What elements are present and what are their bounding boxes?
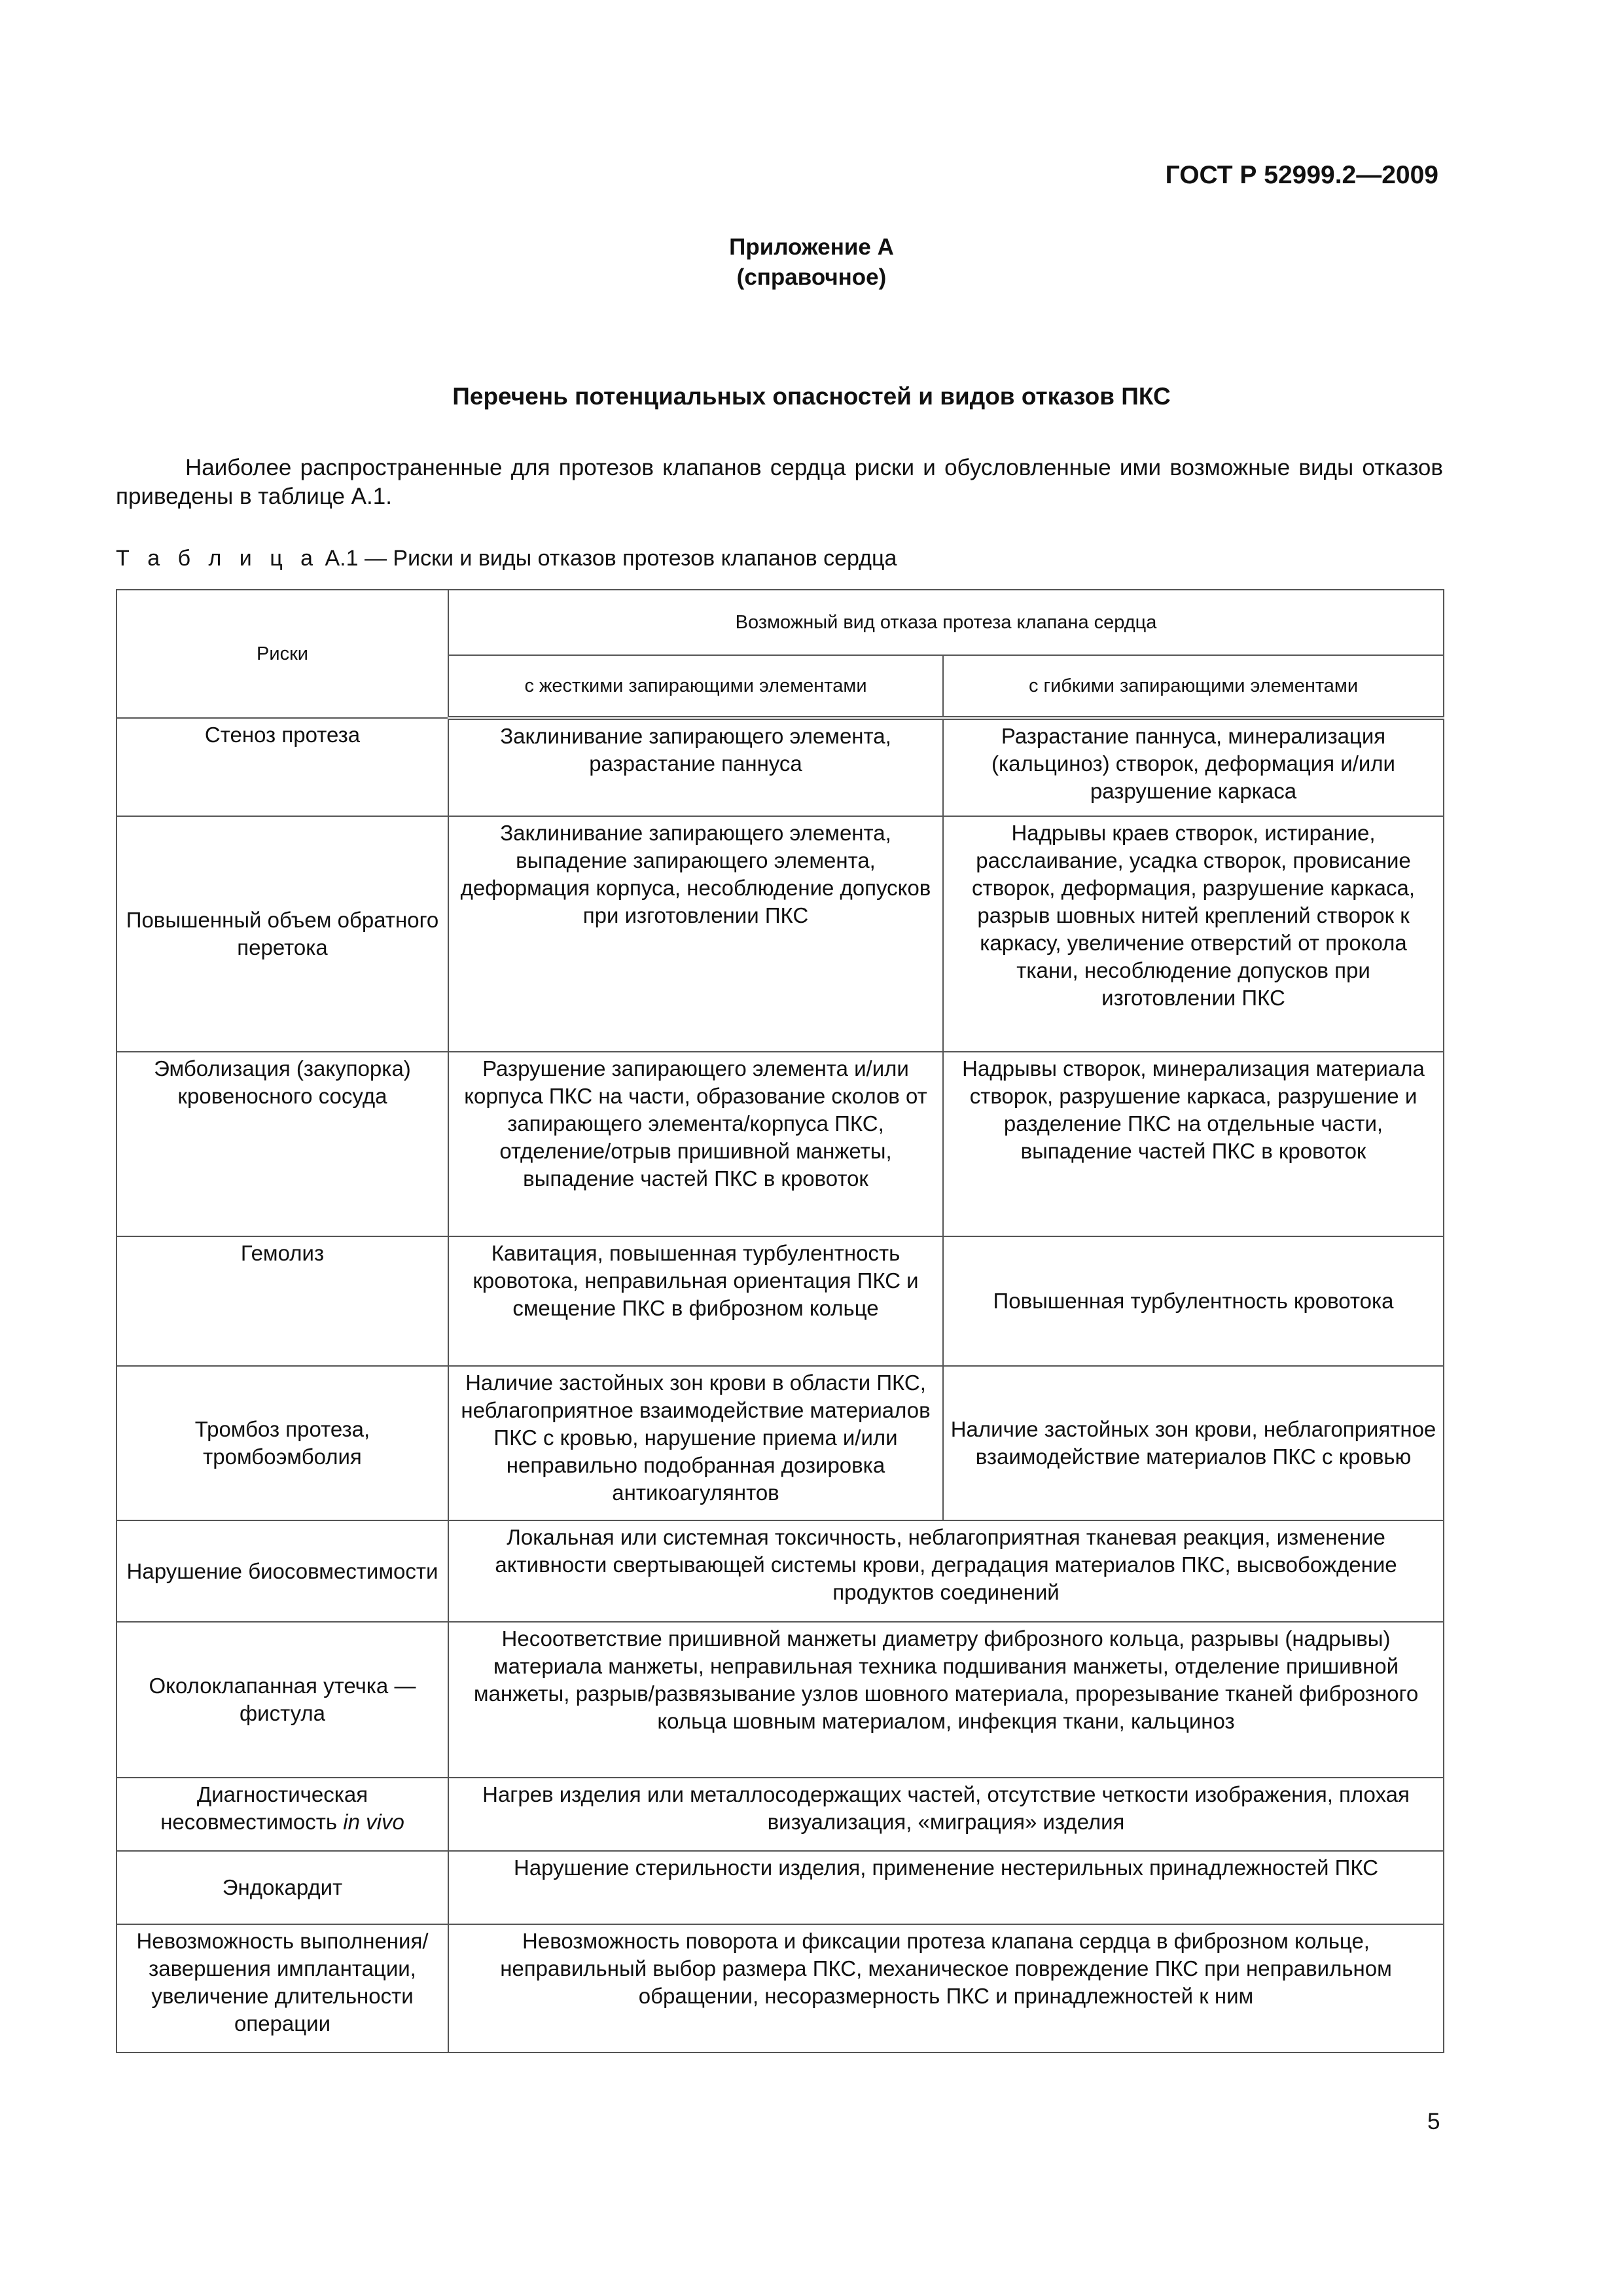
rigid-cell: Разрушение запирающего элемента и/или корпуса ПКС на части, образование сколов от запирающего элемента/корпуса ПКС, отделение/отрыв пришивной манжеты, выпадение частей ПКС в кровоток bbox=[448, 1052, 943, 1236]
table-row bbox=[116, 1622, 1444, 1778]
rigid-cell: Наличие застойных зон крови в области ПКС, неблагоприятное взаимодействие материалов ПКС с кровью, нарушение приема и/или неправильно подобранная дозировка антикоагулянтов bbox=[448, 1366, 943, 1520]
failure-cell: Несоответствие пришивной манжеты диаметру фиброзного кольца, разрывы (надрывы) материала манжеты, неправильная техника подшивания манжеты, отделение пришивной манжеты, разрыв/развязывание узлов шовного материала, прорезывание тканей фиброзного кольца шовным материалом, инфекция ткани, кальциноз bbox=[448, 1622, 1444, 1778]
table-caption-text: А.1 — Риски и виды отказов протезов клапанов сердца bbox=[325, 546, 897, 571]
table-row bbox=[116, 1236, 1444, 1366]
flexible-cell: Наличие застойных зон крови, неблагоприятное взаимодействие материалов ПКС с кровью bbox=[943, 1366, 1444, 1520]
appendix-subtitle: (справочное) bbox=[736, 264, 887, 290]
failure-cell: Нагрев изделия или металлосодержащих частей, отсутствие четкости изображения, плохая визуализация, «миграция» изделия bbox=[448, 1778, 1444, 1851]
failure-cell: Нарушение стерильности изделия, применение нестерильных принадлежностей ПКС bbox=[448, 1851, 1444, 1924]
failure-cell: Невозможность поворота и фиксации протеза клапана сердца в фиброзном кольце, неправильный выбор размера ПКС, механическое повреждение ПКС при неправильном обращении, несоразмерность ПКС и принадлежностей к ним bbox=[448, 1924, 1444, 2053]
section-heading: Перечень потенциальных опасностей и видов отказов ПКС bbox=[452, 383, 1171, 410]
header-risks: Риски bbox=[116, 590, 448, 718]
table-row bbox=[116, 1851, 1444, 1924]
risks-table bbox=[116, 589, 1444, 2053]
rigid-cell: Кавитация, повышенная турбулентность кровотока, неправильная ориентация ПКС и смещение ПКС в фиброзном кольце bbox=[448, 1236, 943, 1366]
header-failure: Возможный вид отказа протеза клапана сердца bbox=[448, 590, 1444, 655]
rigid-cell: Заклинивание запирающего элемента, разрастание паннуса bbox=[448, 718, 943, 816]
table-caption bbox=[116, 546, 897, 571]
flexible-cell: Надрывы краев створок, истирание, расслаивание, усадка створок, провисание створок, деформация, разрушение каркаса, разрыв шовных нитей креплений створок к каркасу, увеличение отверстий от прокола ткани, несоблюдение допусков при изготовлении ПКС bbox=[943, 816, 1444, 1052]
risk-cell bbox=[116, 1778, 448, 1851]
risk-cell: Эмболизация (закупорка) кровеносного сосуда bbox=[116, 1052, 448, 1236]
rigid-cell: Заклинивание запирающего элемента, выпадение запирающего элемента, деформация корпуса, несоблюдение допусков при изготовлении ПКС bbox=[448, 816, 943, 1052]
flexible-cell: Повышенная турбулентность кровотока bbox=[943, 1236, 1444, 1366]
risk-cell: Нарушение биосовместимости bbox=[116, 1520, 448, 1622]
failure-cell: Локальная или системная токсичность, неблагоприятная тканевая реакция, изменение активности свертывающей системы крови, деградация материалов ПКС, высвобождение продуктов соединений bbox=[448, 1520, 1444, 1622]
table-row bbox=[116, 1924, 1444, 2053]
flexible-cell: Разрастание паннуса, минерализация (кальциноз) створок, деформация и/или разрушение каркаса bbox=[943, 718, 1444, 816]
appendix-header bbox=[0, 232, 1623, 293]
risk-italic: in vivo bbox=[343, 1810, 404, 1834]
intro-paragraph: Наиболее распространенные для протезов клапанов сердца риски и обусловленные ими возможные виды отказов приведены в таблице А.1. bbox=[116, 455, 1443, 509]
table-caption-prefix: Т а б л и ц а bbox=[116, 546, 319, 571]
header-rigid: с жесткими запирающими элементами bbox=[448, 655, 943, 718]
risk-cell: Гемолиз bbox=[116, 1236, 448, 1366]
table-row bbox=[116, 1778, 1444, 1851]
risk-cell: Эндокардит bbox=[116, 1851, 448, 1924]
risk-text: Диагностическая несовместимость bbox=[160, 1782, 368, 1834]
appendix-title: Приложение А bbox=[729, 234, 894, 260]
header-flexible: с гибкими запирающими элементами bbox=[943, 655, 1444, 718]
flexible-cell: Надрывы створок, минерализация материала створок, разрушение каркаса, разрушение и разделение ПКС на отдельные части, выпадение частей ПКС в кровоток bbox=[943, 1052, 1444, 1236]
table-row bbox=[116, 1520, 1444, 1622]
table-row bbox=[116, 718, 1444, 816]
table-row bbox=[116, 1052, 1444, 1236]
page-number: 5 bbox=[1427, 2109, 1440, 2134]
table-row bbox=[116, 816, 1444, 1052]
risk-cell: Повышенный объем обратного перетока bbox=[116, 816, 448, 1052]
risk-cell: Тромбоз протеза, тромбоэмболия bbox=[116, 1366, 448, 1520]
risk-cell: Невозможность выполнения/завершения имплантации, увеличение длительности операции bbox=[116, 1924, 448, 2053]
standard-number: ГОСТ Р 52999.2—2009 bbox=[1165, 161, 1438, 189]
table-row bbox=[116, 1366, 1444, 1520]
risk-cell: Околоклапанная утечка — фистула bbox=[116, 1622, 448, 1778]
risk-cell: Стеноз протеза bbox=[116, 718, 448, 816]
